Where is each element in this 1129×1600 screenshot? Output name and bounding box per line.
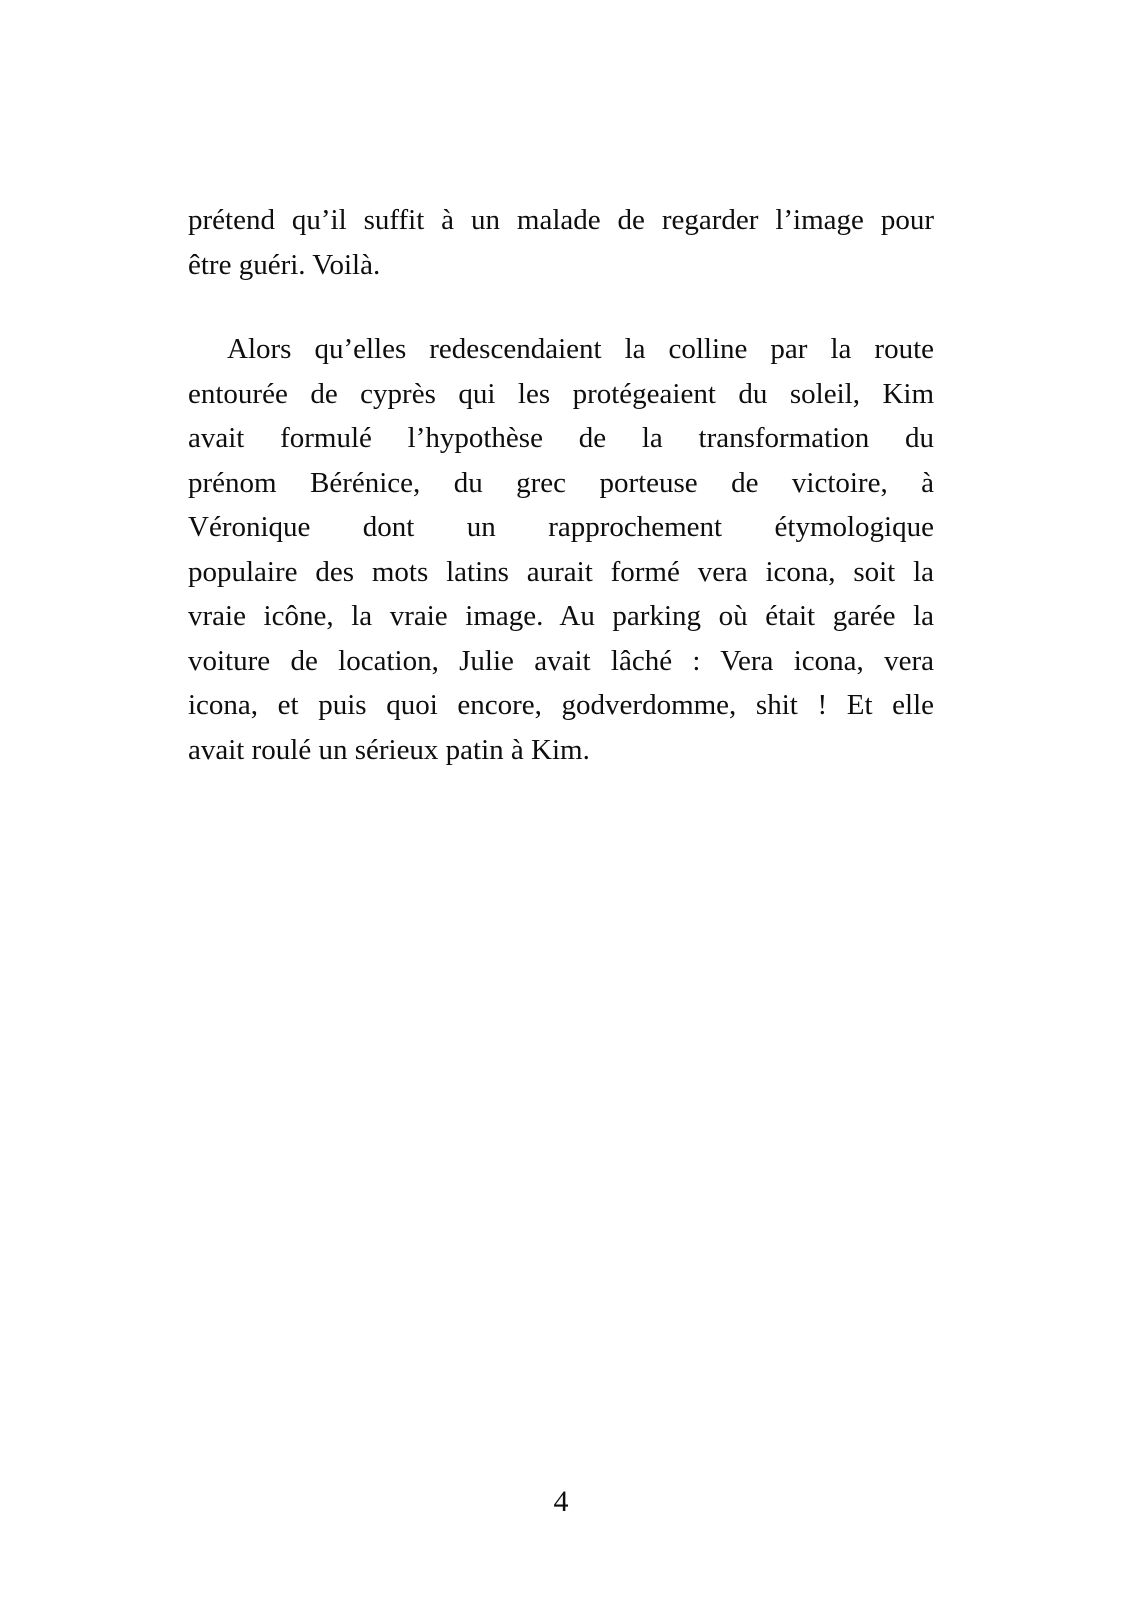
page-number: 4 [553,1485,569,1518]
paragraph [188,327,934,772]
page-footer [188,1484,934,1520]
text-line: voiture de location, Julie avait lâché : Vera icona, vera [188,644,934,677]
text-line: Alors qu’elles redescendaient la colline par la route [227,333,934,365]
text-line: prétend qu’il suffit à un malade de regarder l’image pour [188,204,934,236]
text-line: vraie icône, la vraie image. Au parking où était garée la [188,600,934,632]
text-block [188,198,934,772]
text-line: prénom Bérénice, du grec porteuse de victoire, à [188,466,934,499]
text-line: avait roulé un sérieux patin à Kim. [188,733,590,766]
text-line: populaire des mots latins aurait formé vera icona, soit la [188,555,934,588]
text-line: Véronique dont un rapprochement étymologique [188,511,934,543]
text-line: icona, et puis quoi encore, godverdomme, shit ! Et elle [188,689,934,721]
paragraph [188,198,934,287]
text-line: entourée de cyprès qui les protégeaient du soleil, Kim [188,377,934,410]
text-line: avait formulé l’hypothèse de la transformation du [188,422,934,454]
text-line: être guéri. Voilà. [188,248,381,281]
